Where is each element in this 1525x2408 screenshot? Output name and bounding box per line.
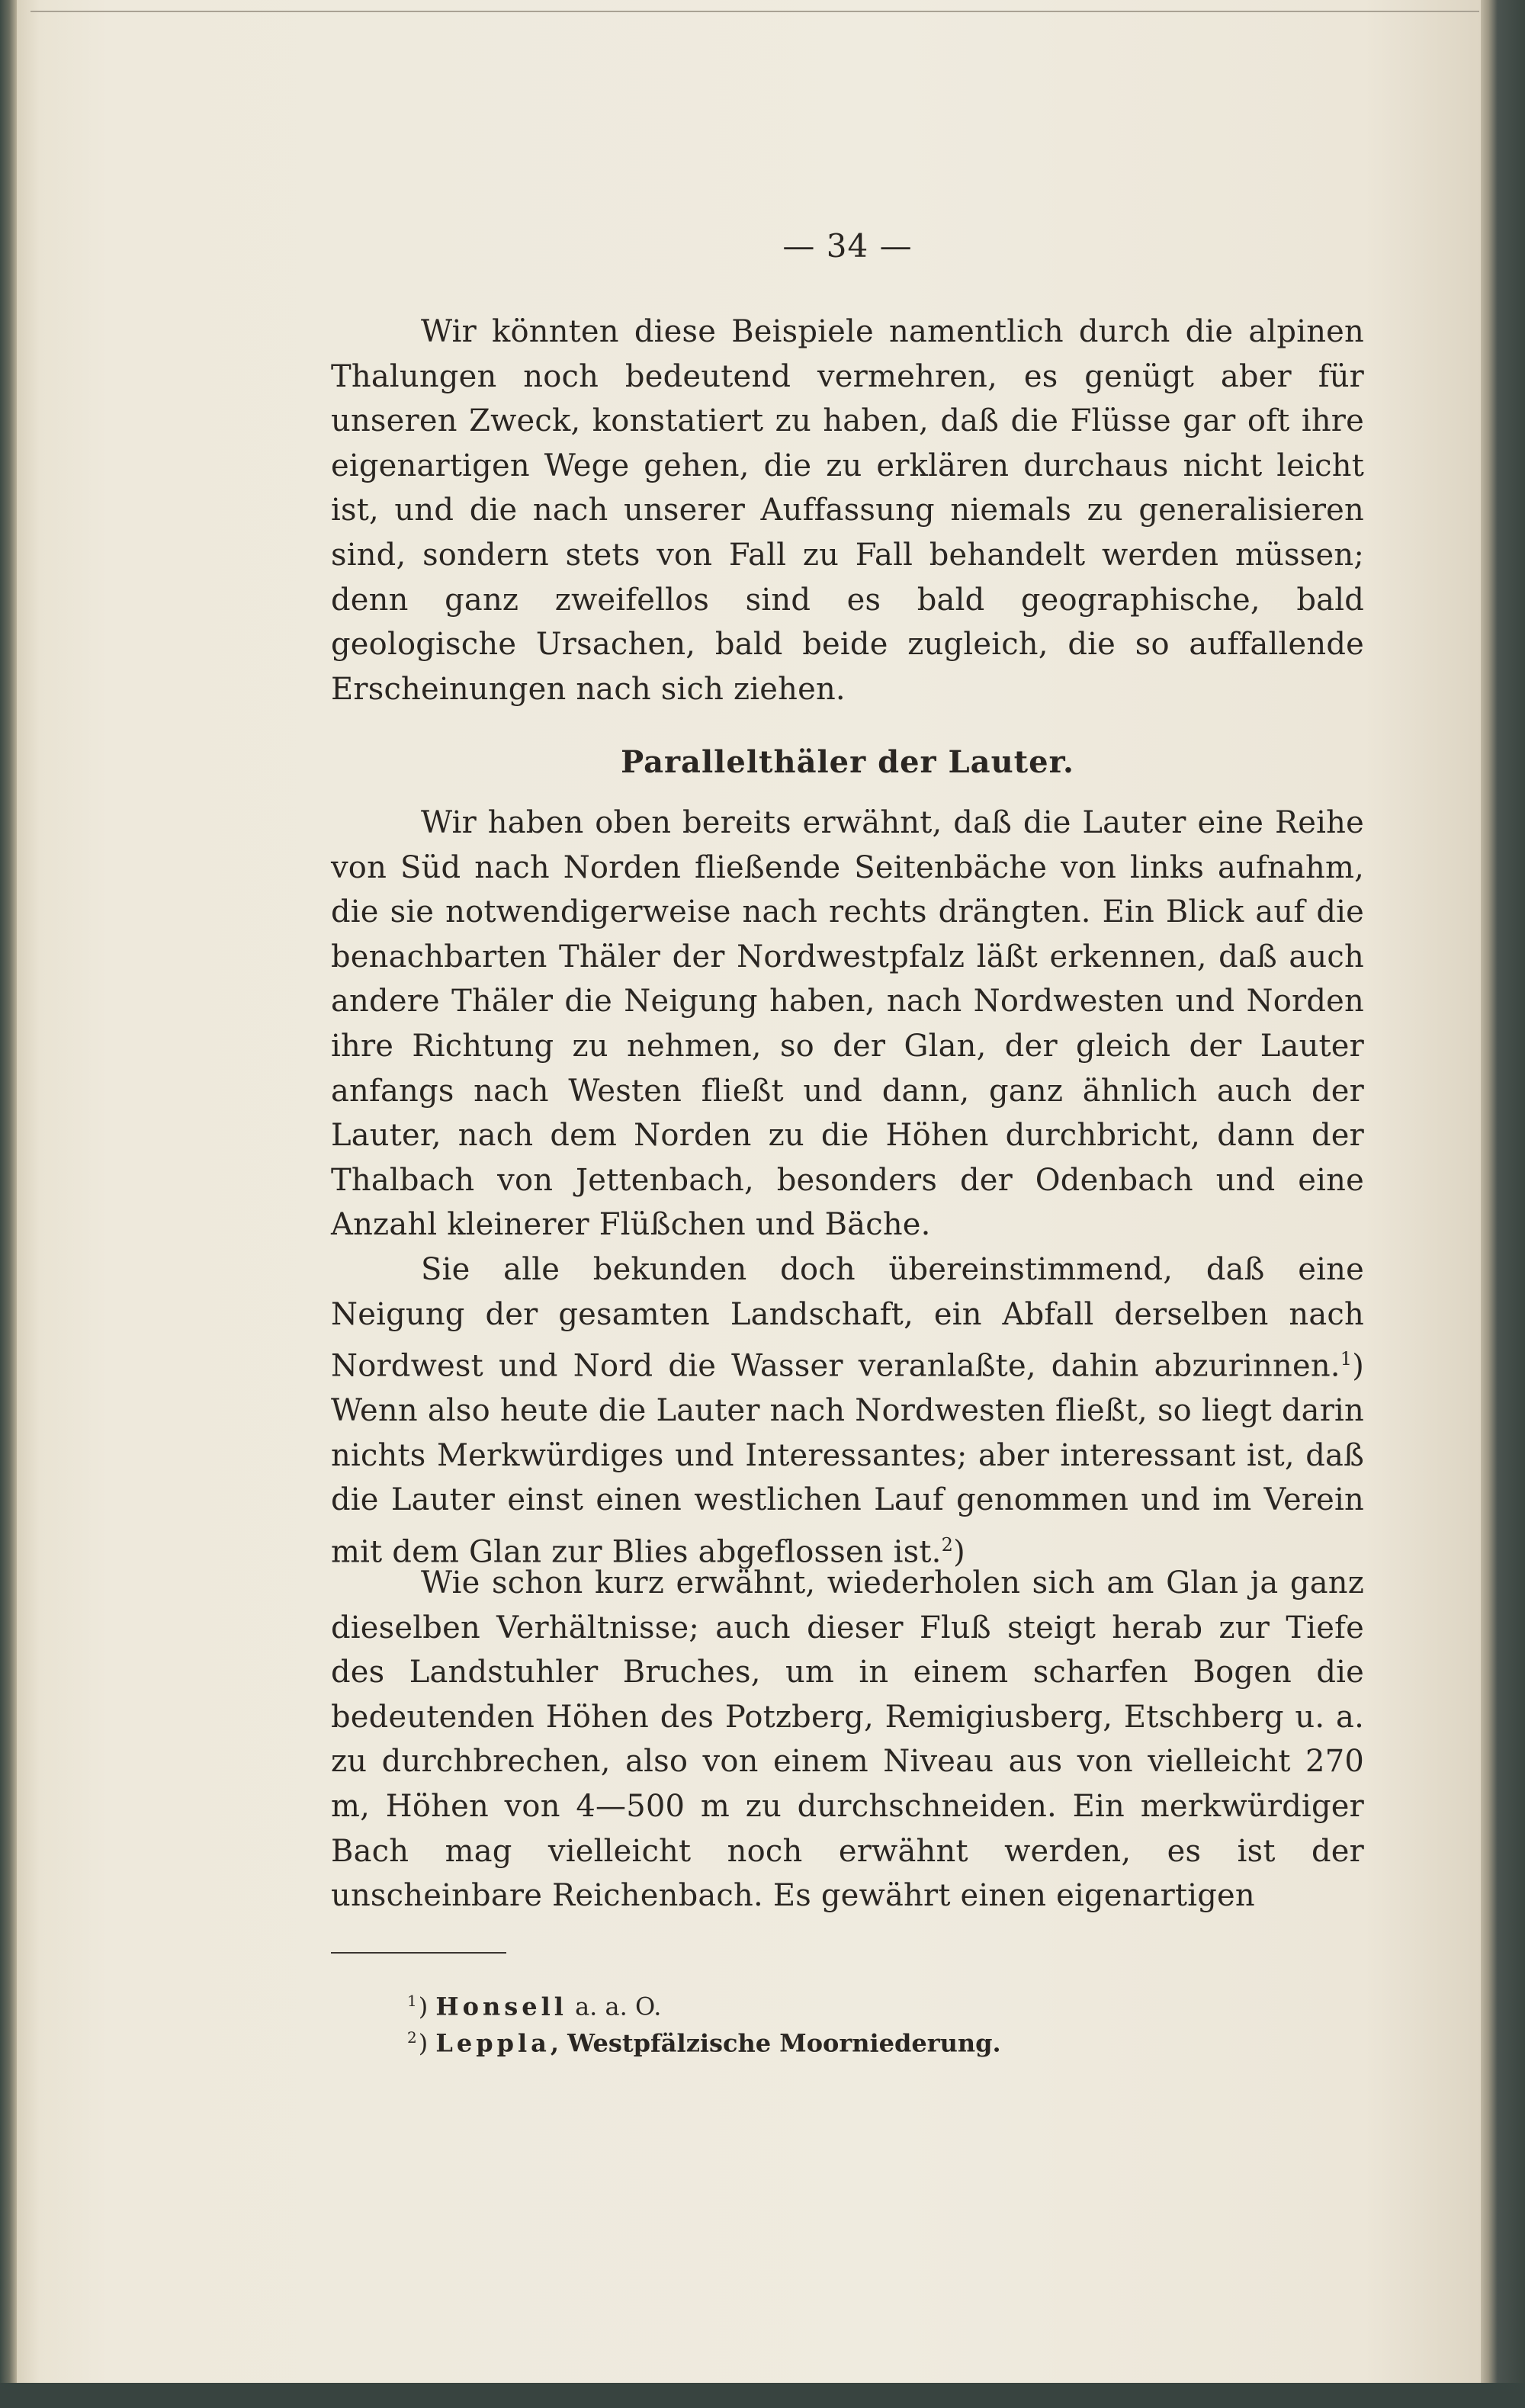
footnote-2-mark-close: ) <box>418 2028 429 2058</box>
paragraph-3-text-c: ) <box>953 1534 965 1570</box>
footnote-2-author: Leppla <box>435 2028 551 2058</box>
paragraph-3 <box>331 1247 1364 1575</box>
footnote-2 <box>407 2022 1001 2059</box>
page-number: — 34 — <box>782 227 913 265</box>
footnote-1-mark-close: ) <box>418 1992 429 2021</box>
paragraph-3-text-a: Sie alle bekunden doch übereinstimmend, daß eine Neigung der gesamten Landschaft, ein Abfall derselben nach Nordwest und Nord die Wasser veranlaßte, dahin abzurinnen. <box>331 1252 1364 1384</box>
page-bottom-edge <box>0 2383 1525 2408</box>
book-spine-edge <box>0 0 17 2383</box>
footnote-1-text: a. a. O. <box>575 1992 662 2021</box>
footnote-ref-2[interactable]: 2 <box>941 1533 954 1556</box>
footnote-2-text: , Westpfälzische Moorniederung. <box>550 2028 1001 2058</box>
paragraph-4: Wie schon kurz erwähnt, wiederholen sich am Glan ja ganz dieselben Verhältnisse; auch dieser Fluß steigt herab zur Tiefe des Landstuhler Bruches, um in einem scharfen Bogen die bedeutenden Höhen des Potzberg, Remigiusberg, Etschberg u. a. zu durchbrechen, also von einem Niveau aus von vielleicht 270 m, Höhen von 4—500 m zu durchschneiden. Ein merkwürdiger Bach mag vielleicht noch erwähnt werden, es ist der unscheinbare Reichenbach. Es gewährt einen eigenartigen <box>331 1565 1364 1914</box>
paragraph-1: Wir könnten diese Beispiele namentlich durch die alpinen Thalungen noch bedeutend vermehren, es genügt aber für unseren Zweck, konstatiert zu haben, daß die Flüsse gar oft ihre eigenartigen Wege gehen, die zu erklären durchaus nicht leicht ist, und die nach unserer Auffassung niemals zu generalisieren sind, sondern stets von Fall zu Fall behandelt werden müssen; denn ganz zweifellos sind es bald geographische, bald geologische Ursachen, bald beide zugleich, die so auffallende Erscheinungen nach sich ziehen. <box>331 314 1364 707</box>
footnote-ref-1[interactable]: 1 <box>1340 1348 1353 1370</box>
paragraph-2: Wir haben oben bereits erwähnt, daß die Lauter eine Reihe von Süd nach Norden fließende Seitenbäche von links aufnahm, die sie notwendigerweise nach rechts drängten. Ein Blick auf die benachbarten Thäler der Nordwestpfalz läßt erkennen, daß auch andere Thäler die Neigung haben, nach Nordwesten und Norden ihre Richtung zu nehmen, so der Glan, der gleich der Lauter anfangs nach Westen fließt und dann, ganz ähnlich auch der Lauter, nach dem Norden zu die Höhen durchbricht, dann der Thalbach von Jettenbach, besonders der Odenbach und eine Anzahl kleinerer Flüßchen und Bäche. <box>331 805 1364 1243</box>
footnote-2-mark: 2 <box>407 2028 417 2047</box>
page-right-edge <box>1481 0 1525 2408</box>
footnote-1-author: Honsell <box>435 1992 567 2021</box>
section-heading: Parallelthäler der Lauter. <box>621 744 1074 780</box>
footnote-1 <box>407 1986 661 2022</box>
page-top-rule <box>30 11 1479 12</box>
footnote-1-mark: 1 <box>407 1992 417 2010</box>
paragraph-3-text-b: ) Wenn also heute die Lauter nach Nordwesten fließt, so liegt darin nichts Merkwürdiges und Interessantes; aber interessant ist, daß die Lauter einst einen westlichen Lauf genommen und im Verein mit dem Glan zur Blies abgeflossen ist. <box>331 1348 1364 1570</box>
footnote-divider <box>331 1952 506 1954</box>
